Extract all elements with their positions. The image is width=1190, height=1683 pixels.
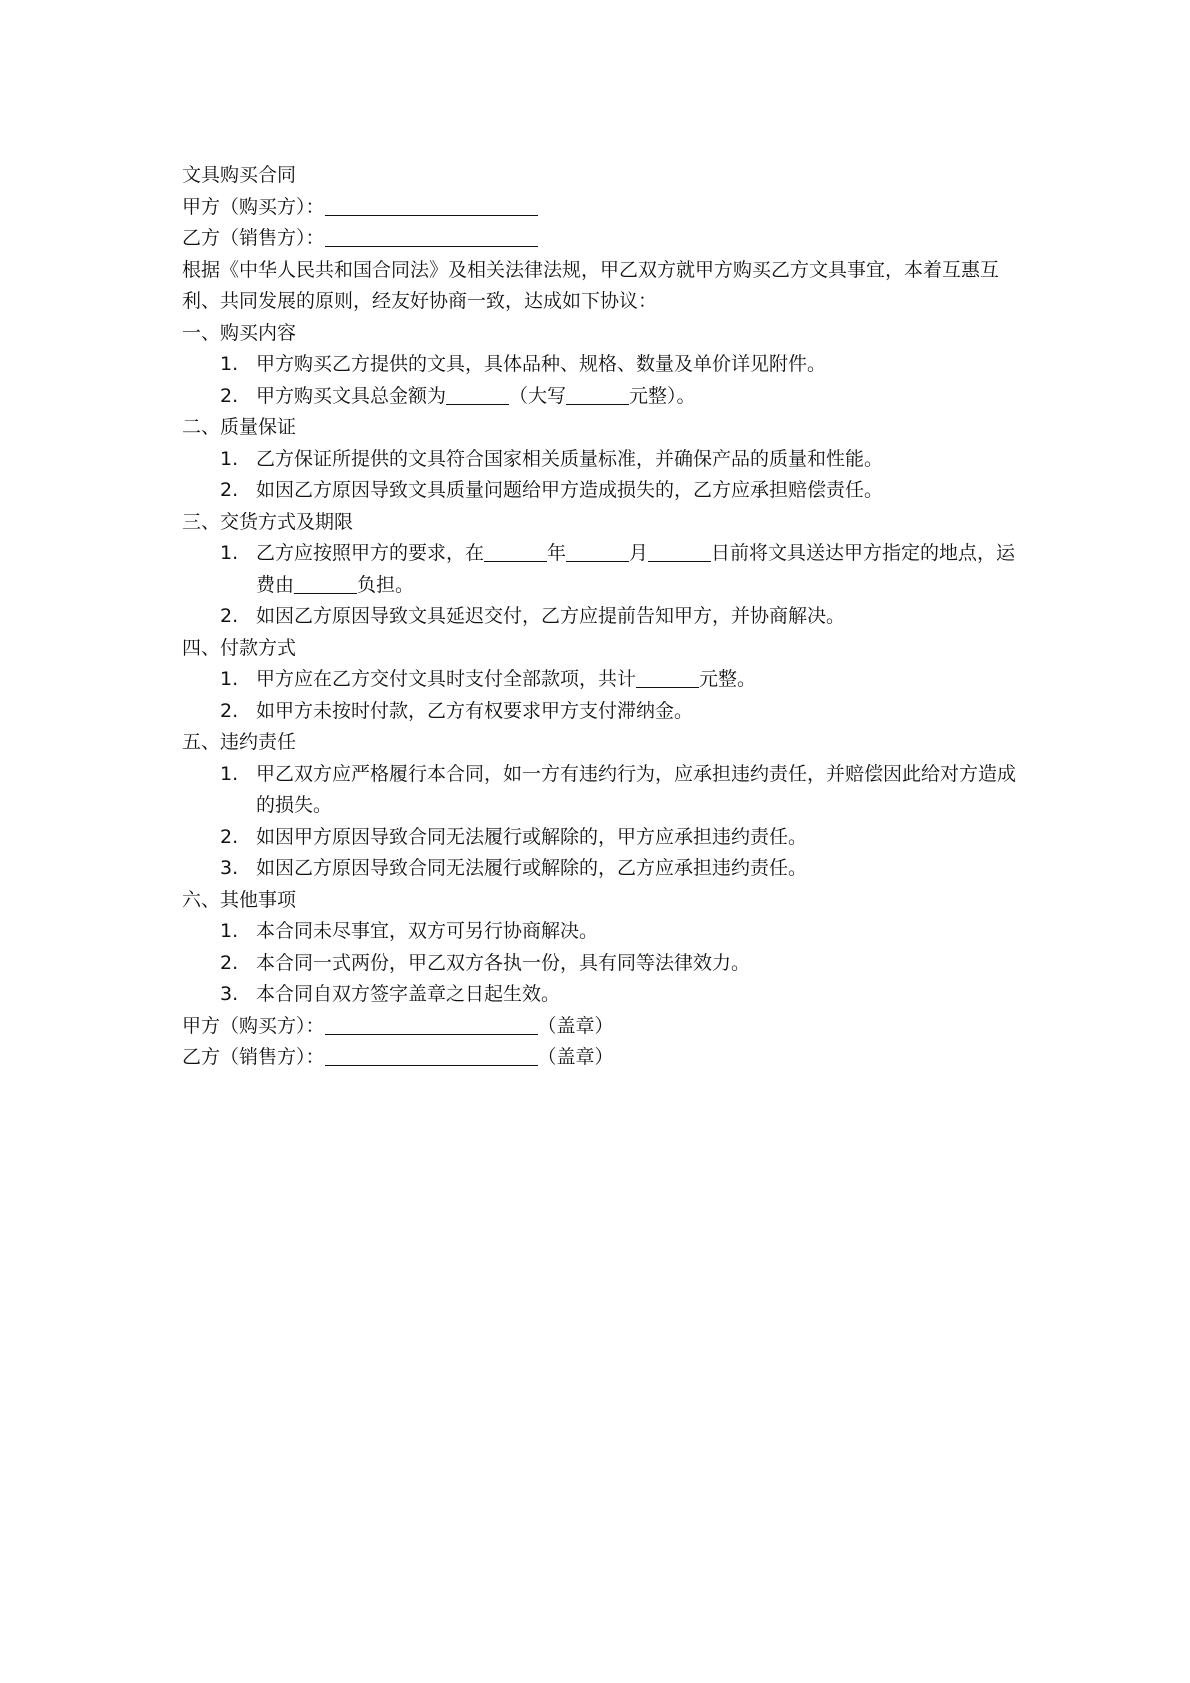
item-text: 乙方保证所提供的文具符合国家相关质量标准，并确保产品的质量和性能。 [256, 447, 884, 470]
item-number: 1. [220, 353, 239, 375]
item-number: 2. [220, 605, 239, 627]
item-number: 2. [220, 951, 239, 974]
list-item [182, 948, 1022, 980]
party-b-signature-line [182, 1042, 1022, 1074]
amount-words-blank [566, 384, 629, 405]
list-item [182, 759, 1022, 822]
seal-note: （盖章） [537, 1046, 614, 1068]
item-text: 甲乙双方应严格履行本合同，如一方有违约行为，应承担违约责任，并赔偿因此给对方造成的损失。 [256, 762, 1017, 816]
total-blank [636, 667, 699, 688]
item-text: 乙方应按照甲方的要求，在 [256, 542, 485, 564]
item-text: 本合同自双方签字盖章之日起生效。 [256, 983, 561, 1005]
list-item [182, 444, 1022, 476]
list-item [182, 538, 1022, 601]
item-number: 1. [220, 542, 239, 564]
section-heading-liability: 五、违约责任 [182, 731, 297, 753]
item-number: 3. [220, 983, 239, 1005]
year-blank [484, 541, 547, 562]
party-a-blank [325, 195, 538, 216]
party-b-line [182, 223, 1022, 255]
party-a-signature-blank [325, 1014, 538, 1035]
list-item [182, 664, 1022, 696]
item-number: 1. [220, 920, 239, 942]
list-item [182, 822, 1022, 854]
item-number: 1. [220, 668, 239, 690]
list-item [182, 381, 1022, 413]
item-text: 负担。 [357, 573, 415, 596]
seal-note: （盖章） [537, 1014, 614, 1037]
item-text: 元整。 [699, 668, 757, 690]
item-text: 本合同一式两份，甲乙双方各执一份，具有同等法律效力。 [256, 951, 751, 974]
party-b-label: 乙方（销售方）： [182, 1046, 325, 1068]
document-title: 文具购买合同 [182, 164, 297, 186]
amount-blank [446, 384, 509, 405]
section-heading-delivery: 三、交货方式及期限 [182, 510, 354, 533]
item-text: 本合同未尽事宜，双方可另行协商解决。 [256, 920, 599, 942]
item-number: 1. [220, 447, 239, 470]
item-number: 2. [220, 479, 239, 501]
freight-blank [294, 573, 357, 594]
party-a-line [182, 192, 1022, 224]
item-number: 2. [220, 825, 239, 848]
section-heading-other: 六、其他事项 [182, 888, 297, 911]
party-a-label: 甲方（购买方）： [182, 1014, 325, 1037]
item-text: 如甲方未按时付款，乙方有权要求甲方支付滞纳金。 [256, 699, 694, 722]
item-text: 月 [629, 542, 649, 564]
item-text: 甲方购买文具总金额为 [256, 384, 447, 407]
item-text: （大写 [509, 384, 567, 407]
list-item [182, 349, 1022, 381]
item-text: 年 [547, 542, 567, 564]
item-text: 如因甲方原因导致合同无法履行或解除的，甲方应承担违约责任。 [256, 825, 808, 848]
party-a-label: 甲方（购买方）： [182, 195, 325, 218]
list-item [182, 601, 1022, 633]
item-number: 2. [220, 699, 239, 722]
month-blank [566, 541, 629, 562]
list-item [182, 979, 1022, 1011]
item-text: 甲方购买乙方提供的文具，具体品种、规格、数量及单价详见附件。 [256, 353, 827, 375]
list-item [182, 475, 1022, 507]
section-heading-quality: 二、质量保证 [182, 416, 297, 438]
party-b-label: 乙方（销售方）： [182, 227, 325, 249]
party-b-blank [325, 226, 538, 247]
item-text: 如因乙方原因导致合同无法履行或解除的，乙方应承担违约责任。 [256, 857, 808, 879]
item-text: 日前将文具送达甲方指定的地点，运费由 [256, 542, 1016, 596]
item-text: 如因乙方原因导致文具延迟交付，乙方应提前告知甲方，并协商解决。 [256, 605, 846, 627]
list-item [182, 853, 1022, 885]
item-text: 如因乙方原因导致文具质量问题给甲方造成损失的，乙方应承担赔偿责任。 [256, 479, 884, 501]
item-number: 2. [220, 384, 239, 407]
section-heading-purchase: 一、购买内容 [182, 321, 297, 344]
list-item [182, 696, 1022, 728]
party-b-signature-blank [325, 1045, 538, 1066]
party-a-signature-line [182, 1011, 1022, 1043]
day-blank [648, 541, 711, 562]
list-item [182, 916, 1022, 948]
item-text: 甲方应在乙方交付文具时支付全部款项，共计 [256, 668, 637, 690]
section-heading-payment: 四、付款方式 [182, 636, 297, 659]
item-number: 3. [220, 857, 239, 879]
intro-paragraph: 根据《中华人民共和国合同法》及相关法律法规，甲乙双方就甲方购买乙方文具事宜，本着互惠互利、共同发展的原则，经友好协商一致，达成如下协议： [182, 258, 1000, 312]
contract-body [182, 160, 1022, 1074]
item-text: 元整）。 [629, 384, 696, 407]
item-number: 1. [220, 762, 239, 785]
